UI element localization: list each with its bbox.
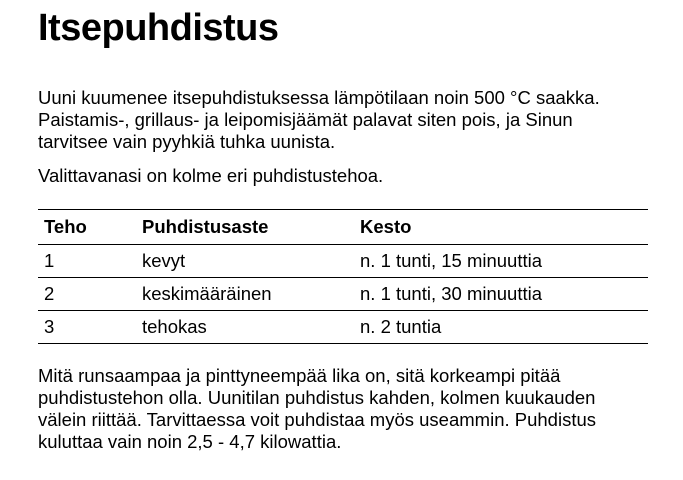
cell-puhdistusaste: tehokas	[136, 311, 354, 344]
intro-paragraph: Uuni kuumenee itsepuhdistuksessa lämpötilaan noin 500 °C saakka. Paistamis-, grillaus- ja leipomisjäämät palavat siten pois, ja Sinun tarvitsee vain pyyhkiä tuhka uunista.	[38, 87, 600, 152]
column-header-kesto: Kesto	[354, 210, 648, 245]
cell-puhdistusaste: kevyt	[136, 245, 354, 278]
table-row	[38, 311, 648, 344]
page-title: Itsepuhdistus	[38, 7, 279, 49]
table-header-row	[38, 210, 648, 245]
column-header-teho: Teho	[38, 210, 136, 245]
cell-kesto: n. 1 tunti, 30 minuuttia	[354, 278, 648, 311]
cell-kesto: n. 2 tuntia	[354, 311, 648, 344]
choice-paragraph: Valittavanasi on kolme eri puhdistustehoa.	[38, 165, 384, 186]
column-header-puhdistusaste: Puhdistusaste	[136, 210, 354, 245]
closing-paragraph: Mitä runsaampaa ja pinttyneempää lika on, sitä korkeampi pitää puhdistustehon olla. Uunitilan puhdistus kahden, kolmen kuukauden välein riittää. Tarvittaessa voit puhdistaa myös useammin. Puhdistus kuluttaa vain noin 2,5 - 4,7 kilowattia.	[38, 365, 597, 452]
cell-teho: 2	[38, 278, 136, 311]
cell-teho: 1	[38, 245, 136, 278]
table-row	[38, 278, 648, 311]
cell-kesto: n. 1 tunti, 15 minuuttia	[354, 245, 648, 278]
table-row	[38, 245, 648, 278]
cleaning-levels-table	[38, 209, 648, 344]
cell-teho: 3	[38, 311, 136, 344]
cell-puhdistusaste: keskimääräinen	[136, 278, 354, 311]
